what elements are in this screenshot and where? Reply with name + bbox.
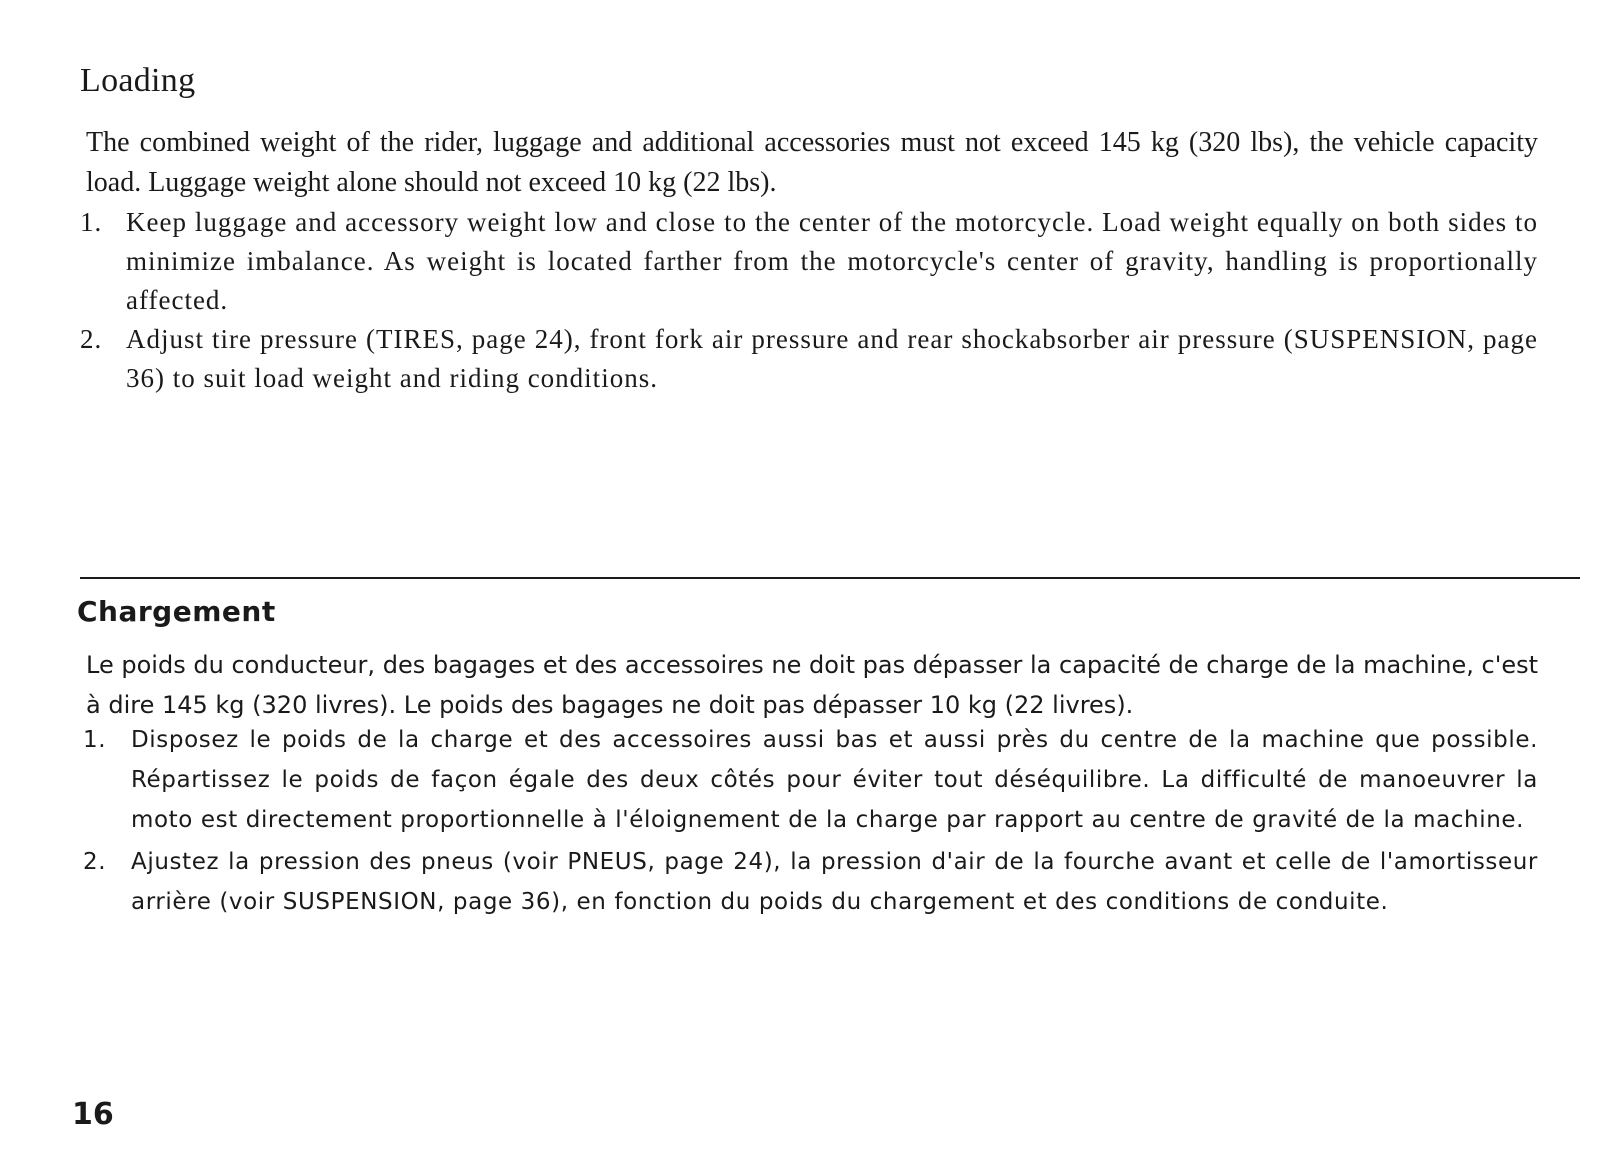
list-item [83, 842, 1538, 922]
list-item [83, 720, 1538, 840]
list-item [80, 203, 1538, 320]
section-title-loading: Loading [80, 62, 196, 99]
list-item [80, 320, 1538, 398]
section-title-chargement: Chargement [77, 595, 276, 628]
chargement-intro-paragraph: Le poids du conducteur, des bagages et des accessoires ne doit pas dépasser la capacité de charge de la machine, c'est à dire 145 kg (320 livres). Le poids des bagages ne doit pas dépasser 10 kg (22 livres). [86, 651, 1538, 719]
loading-intro-paragraph: The combined weight of the rider, luggage and additional accessories must not exceed 145 kg (320 lbs), the vehicle capacity load. Luggage weight alone should not exceed 10 kg (22 lbs). [86, 127, 1538, 198]
list-item-text: Adjust tire pressure (TIRES, page 24), front fork air pressure and rear shockabsorber air pressure (SUSPENSION, page 36) to suit load weight and riding conditions. [126, 324, 1538, 393]
list-item-text: Ajustez la pression des pneus (voir PNEUS, page 24), la pression d'air de la fourche avant et celle de l'amortisseur arrière (voir SUSPENSION, page 36), en fonction du poids du chargement et des conditions de conduite. [131, 849, 1538, 915]
page-number: 16 [72, 1097, 114, 1132]
list-item-text: Keep luggage and accessory weight low and close to the center of the motorcycle. Load weight equally on both sides to minimize imbalance. As weight is located farther from the motorcycle's center of gravity, handling is proportionally affected. [126, 207, 1538, 315]
list-item-number: 1. [80, 207, 103, 237]
section-divider [80, 577, 1580, 579]
list-item-number: 2. [83, 849, 107, 875]
list-item-number: 2. [80, 324, 103, 354]
list-item-text: Disposez le poids de la charge et des accessoires aussi bas et aussi près du centre de la machine que possible. Répartissez le poids de façon égale des deux côtés pour éviter tout déséquilibre. La difficulté de manoeuvrer la moto est directement proportionnelle à l'éloignement de la charge par rapport au centre de gravité de la machine. [131, 727, 1538, 833]
chargement-instructions-list [83, 720, 1538, 922]
loading-instructions-list [80, 203, 1538, 398]
list-item-number: 1. [83, 727, 107, 753]
